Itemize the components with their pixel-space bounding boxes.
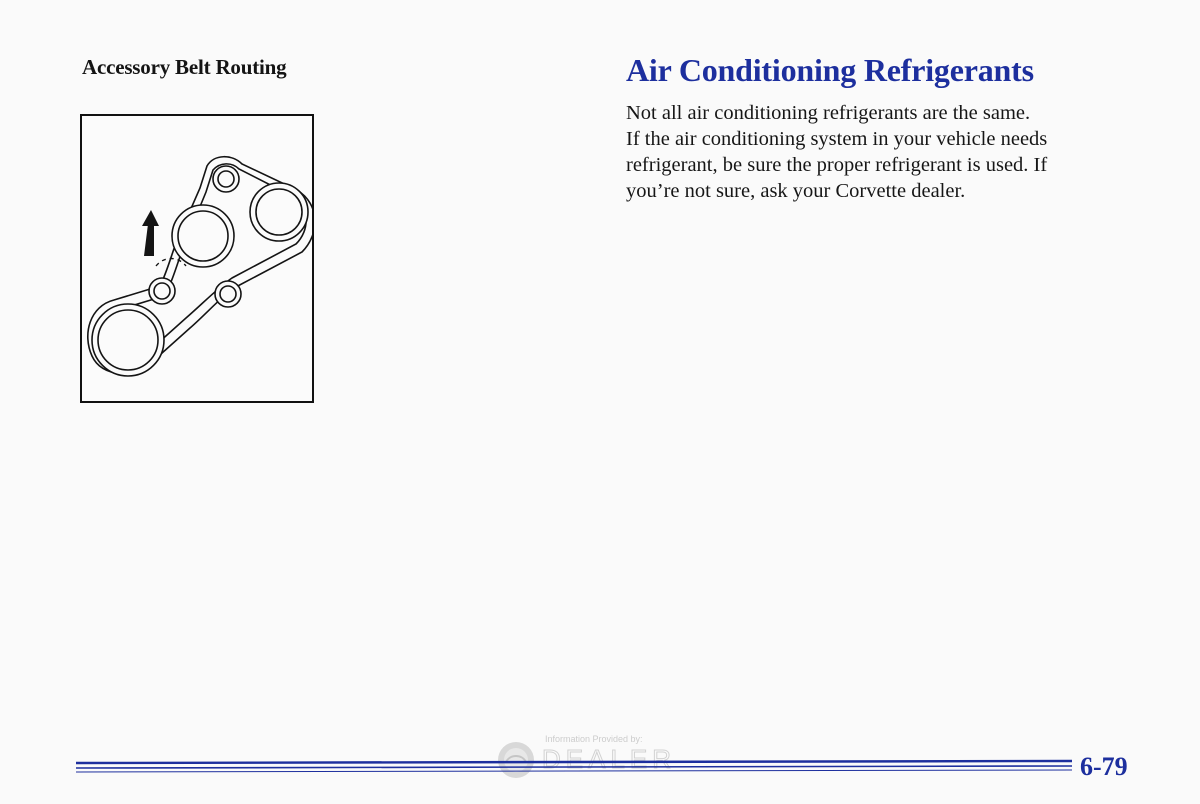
- paragraph-line: Not all air conditioning refrigerants are the same.: [626, 102, 1031, 124]
- belt-routing-heading: Accessory Belt Routing: [82, 55, 287, 79]
- up-arrow-icon: [142, 210, 159, 256]
- paragraph-line: refrigerant, be sure the proper refrigerant is used. If: [626, 154, 1048, 176]
- paragraph-line: If the air conditioning system in your vehicle needs: [626, 128, 1048, 150]
- paragraph-line: you’re not sure, ask your Corvette dealer.: [626, 180, 966, 202]
- refrigerants-paragraph: [626, 100, 1096, 204]
- page-number: 6-79: [1080, 752, 1128, 781]
- belt-routing-diagram-icon: [82, 116, 312, 401]
- belt-routing-figure: [80, 114, 314, 403]
- watermark-brand: DEALER: [542, 744, 677, 774]
- refrigerants-heading: Air Conditioning Refrigerants: [626, 52, 1034, 88]
- watermark-caption: Information Provided by:: [545, 734, 643, 744]
- footer-rule: [76, 757, 1072, 775]
